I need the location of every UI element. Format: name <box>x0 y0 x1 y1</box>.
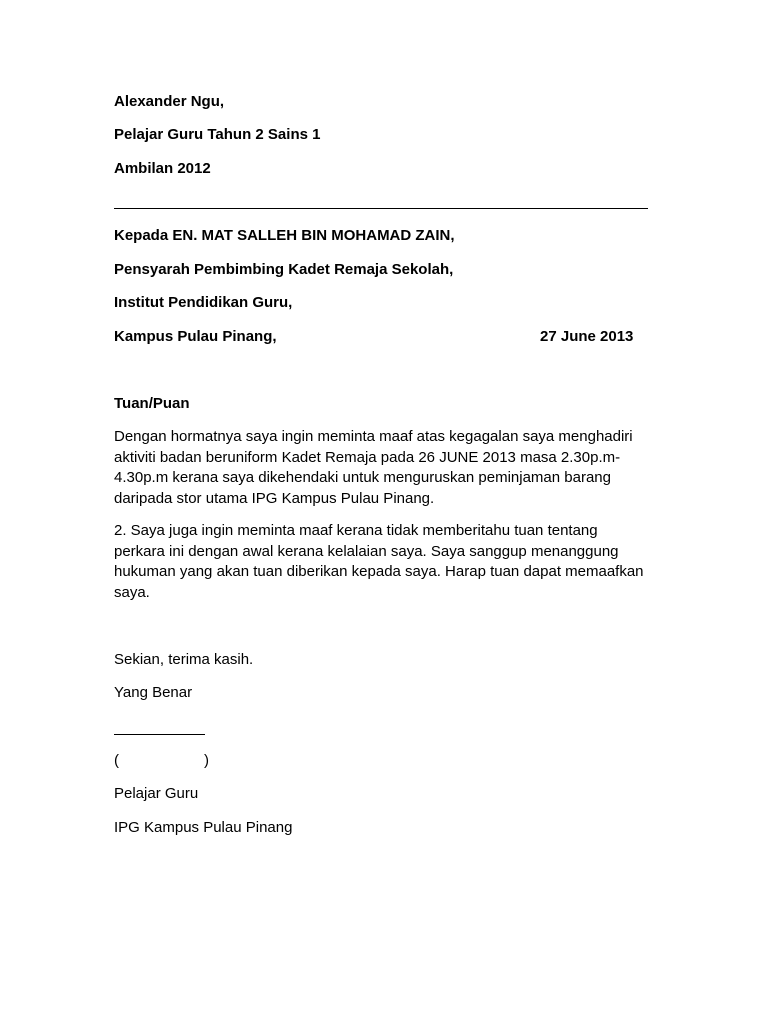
closing-yours: Yang Benar <box>114 684 193 701</box>
paragraph-line: 2. Saya juga ingin meminta maaf kerana tidak memberitahu tuan tentang <box>114 522 598 539</box>
recipient-line-3: Institut Pendidikan Guru, <box>114 294 293 311</box>
salutation: Tuan/Puan <box>114 395 190 412</box>
paragraph-line: saya. <box>114 583 150 601</box>
paragraph-line: Dengan hormatnya saya ingin meminta maaf atas kegagalan saya menghadiri <box>114 428 633 445</box>
paragraph-line: daripada stor utama IPG Kampus Pulau Pinang. <box>114 489 435 507</box>
signatory-role: Pelajar Guru <box>114 785 199 802</box>
letter-date: 27 June 2013 <box>540 328 634 345</box>
signature-line <box>114 734 205 735</box>
sender-title: Pelajar Guru Tahun 2 Sains 1 <box>114 126 321 143</box>
name-bracket-close: ) <box>204 752 209 769</box>
paragraph-2 <box>114 521 654 603</box>
signatory-institution: IPG Kampus Pulau Pinang <box>114 819 293 836</box>
name-bracket-open: ( <box>114 752 119 769</box>
paragraph-1 <box>114 427 654 509</box>
sender-name: Alexander Ngu, <box>114 93 225 110</box>
closing-thanks: Sekian, terima kasih. <box>114 651 254 668</box>
paragraph-line: perkara ini dengan awal kerana kelalaian saya. Saya sanggup menanggung <box>114 542 619 560</box>
recipient-line-2: Pensyarah Pembimbing Kadet Remaja Sekolah, <box>114 261 454 278</box>
recipient-line-4: Kampus Pulau Pinang, <box>114 328 277 345</box>
recipient-line-1: Kepada EN. MAT SALLEH BIN MOHAMAD ZAIN, <box>114 227 455 244</box>
paragraph-line: aktiviti badan beruniform Kadet Remaja pada 26 JUNE 2013 masa 2.30p.m- <box>114 448 621 466</box>
header-divider <box>114 208 648 209</box>
sender-intake: Ambilan 2012 <box>114 160 211 177</box>
paragraph-line: hukuman yang akan tuan diberikan kepada saya. Harap tuan dapat memaafkan <box>114 563 644 581</box>
paragraph-line: 4.30p.m kerana saya dikehendaki untuk menguruskan peminjaman barang <box>114 469 611 487</box>
